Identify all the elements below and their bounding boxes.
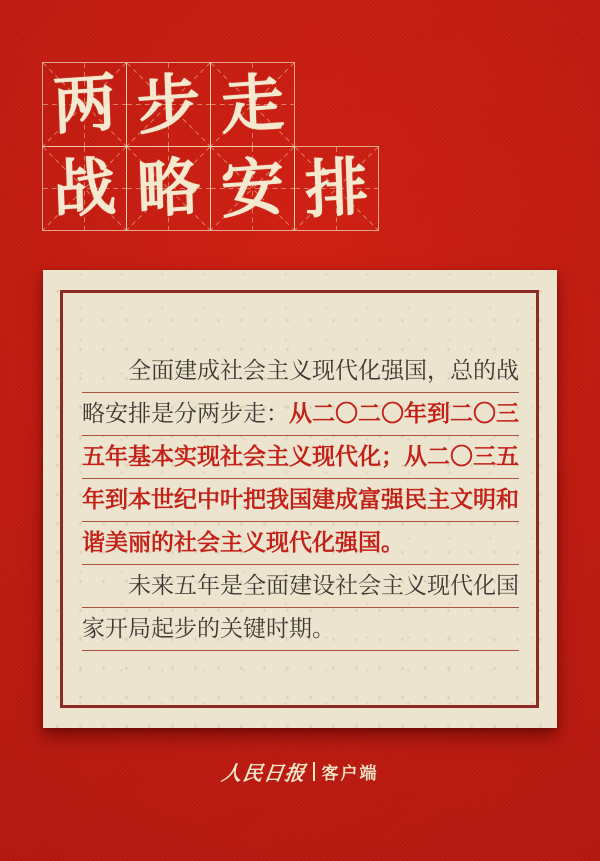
peoples-daily-wordmark: 人民日报 bbox=[219, 760, 307, 785]
title-row-1 bbox=[42, 62, 379, 147]
client-label: 客户端 bbox=[321, 763, 379, 784]
title-row-2 bbox=[42, 146, 379, 231]
title-character: 走 bbox=[219, 65, 286, 144]
title-character: 步 bbox=[135, 65, 202, 144]
title-grid-cell bbox=[126, 146, 211, 231]
title-character: 两 bbox=[51, 65, 118, 144]
logo-divider bbox=[313, 762, 315, 781]
title-character: 安 bbox=[219, 149, 286, 228]
quote-card bbox=[43, 270, 557, 728]
paragraph-normal-text: 全面建成社会主义现代化强国，总的战略安排是分两步走： bbox=[82, 358, 519, 427]
paragraph-next-five-years: 未来五年是全面建设社会主义现代化国家开局起步的关键时期。 bbox=[82, 573, 519, 642]
title-grid-cell bbox=[294, 146, 379, 231]
title-character: 战 bbox=[51, 149, 118, 228]
paragraph-strategy bbox=[82, 350, 519, 565]
quote-text-block bbox=[82, 350, 519, 651]
title-grid-cell bbox=[42, 62, 127, 147]
title-grid-cell bbox=[210, 62, 295, 147]
title-grid-cell bbox=[42, 146, 127, 231]
title-grid-cell bbox=[126, 62, 211, 147]
title-grid-cell bbox=[210, 146, 295, 231]
publisher-logo bbox=[0, 757, 600, 785]
paragraph-emphasis-text: 从二〇二〇年到二〇三五年基本实现社会主义现代化；从二〇三五年到本世纪中叶把我国建成富强民主文明和谐美丽的社会主义现代化强国。 bbox=[82, 401, 519, 556]
title-character: 略 bbox=[135, 149, 202, 228]
title-grid bbox=[42, 62, 379, 231]
title-character: 排 bbox=[303, 149, 370, 228]
